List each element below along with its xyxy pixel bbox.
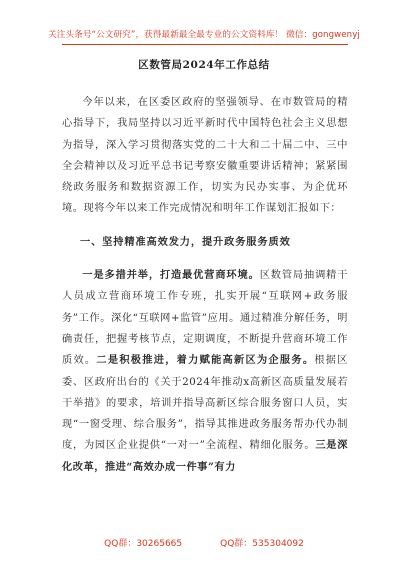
intro-paragraph: 今年以来，在区委区政府的坚强领导、在市数管局的精心指导下，我局坚持以习近平新时代中国特色社会主义思想为指导，深入学习贯彻落实党的二十大和二十届二中、三中全会精神以及习近平总书记考察安徽重要讲话精神；紧紧围绕政务服务和数据资源工作，切实为民办实事、为企优环境。现将今年以来工作完成情况和明年工作谋划汇报如下： — [62, 97, 348, 215]
footer-contacts — [0, 536, 408, 549]
document-body — [62, 92, 348, 478]
point-1-text: 区数管局抽调精干人员成立营商环境工作专班，扎实开展“互联网+政务服务”工作。深化“互联网+监管”应用。通过精准分解任务，明确责任，把握考核节点，定期调度，不断提升营商环境工作质效。 — [62, 270, 348, 367]
point-3-lead: 三是深化改革，推进“高效办成一件事”有力 — [62, 439, 348, 473]
point-1-lead: 一是多措并举，打造最优营商环境。 — [82, 269, 260, 282]
top-banner: 关注头条号“公文研究”，获得最新最全最专业的公文资料库！ 微信：gongwenyj — [48, 30, 360, 40]
footer-qq-2: QQ群：535304092 — [220, 539, 304, 549]
footer-qq-1: QQ群：30265665 — [104, 539, 183, 549]
document-title: 区数管局2024年工作总结 — [138, 59, 270, 71]
point-2-text: 根据区委、区政府出台的《关于2024年推动x高新区高质量发展若干举措》的要求，培训并指导高新区综合服务窗口人员，实现“一窗受理、综合服务”，指导其推进政务服务帮办代办制度，为园区企业提供“一对一”全流程、精细化服务。 — [62, 355, 348, 452]
banner-divider — [62, 44, 348, 45]
section-1-paragraph — [62, 265, 348, 478]
point-2-lead: 二是积极推进，着力赋能高新区为企服务。 — [96, 354, 315, 367]
section-heading-1: 一、坚持精准高效发力，提升政务服务质效 — [80, 235, 291, 248]
